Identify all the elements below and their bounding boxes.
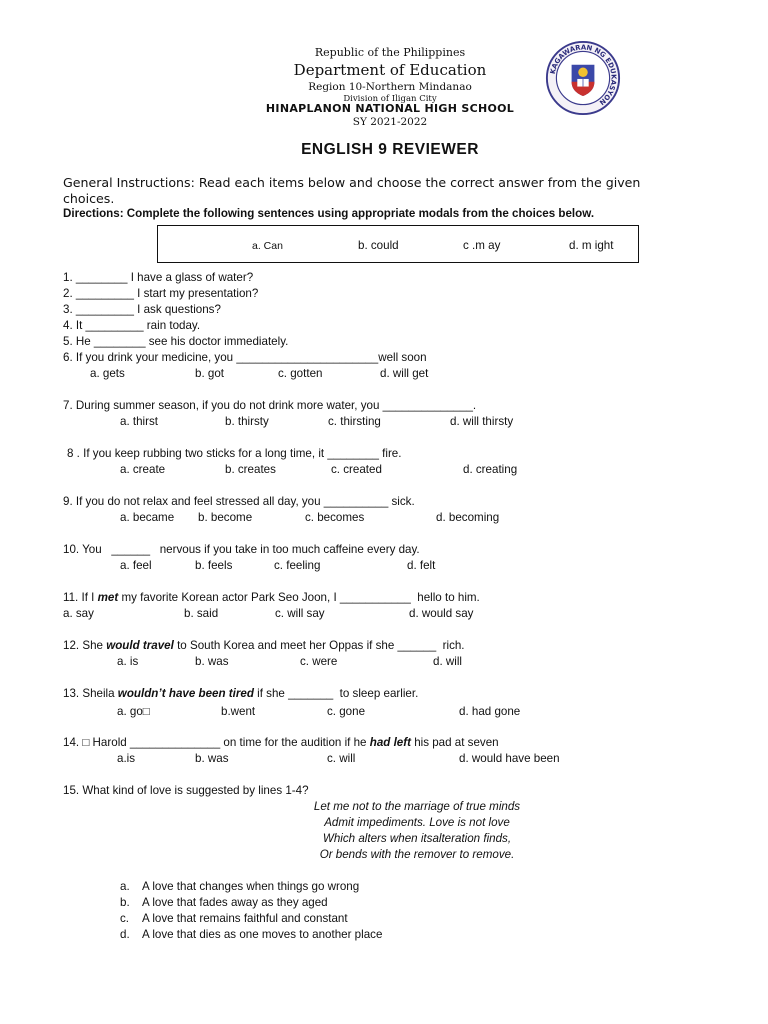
header-region: Region 10-Northern Mindanao [308, 81, 472, 93]
header-department: Department of Education [293, 61, 487, 79]
poem-line-2: Admit impediments. Love is not love [324, 816, 510, 829]
question-6-option-d: d. will get [380, 367, 429, 380]
choice-a: a. Can [252, 240, 283, 252]
question-11-option-c: c. will say [275, 607, 325, 620]
question-9: 9. If you do not relax and feel stressed all day, you __________ sick. [63, 495, 415, 508]
question-12-post: to South Korea and meet her Oppas if she ______ rich. [173, 639, 465, 652]
question-13-emphasis: wouldn’t have been tired [117, 687, 254, 700]
question-8-option-d: d. creating [463, 463, 518, 476]
question-13-pre: 13. Sheila [63, 687, 118, 700]
question-12 [63, 639, 465, 652]
question-9-option-d: d. becoming [436, 511, 500, 524]
poem-line-1: Let me not to the marriage of true minds [313, 800, 521, 813]
question-11-pre: 11. If I [63, 591, 98, 604]
question-10-option-d: d. felt [407, 559, 436, 572]
question-10: 10. You ______ nervous if you take in too much caffeine every day. [63, 543, 420, 556]
question-14-option-d: d. would have been [459, 752, 560, 765]
question-4: 4. It _________ rain today. [63, 319, 201, 332]
question-2: 2. _________ I start my presentation? [63, 287, 259, 300]
question-14-option-c: c. will [327, 752, 356, 765]
header-republic: Republic of the Philippines [314, 46, 466, 59]
question-9-option-a: a. became [120, 511, 175, 524]
question-7-option-c: c. thirsting [328, 415, 381, 428]
question-12-pre: 12. She [63, 639, 107, 652]
question-9-option-b: b. become [198, 511, 253, 524]
question-7: 7. During summer season, if you do not drink more water, you ______________. [63, 399, 477, 412]
question-1: 1. ________ I have a glass of water? [63, 271, 254, 284]
question-10-option-b: b. feels [195, 559, 233, 572]
question-15-option-c-letter: c. [120, 912, 130, 925]
poem-line-3: Which alters when itsalteration finds, [322, 832, 512, 845]
question-10-option-c: c. feeling [274, 559, 321, 572]
question-10-option-a: a. feel [120, 559, 152, 572]
question-5: 5. He ________ see his doctor immediately. [63, 335, 289, 348]
question-14-option-a: a.is [117, 752, 136, 765]
question-15-option-c: A love that remains faithful and constant [142, 912, 348, 925]
poem-line-4: Or bends with the remover to remove. [319, 848, 515, 861]
question-12-option-b: b. was [195, 655, 229, 668]
question-15-option-d-letter: d. [120, 928, 130, 941]
question-14-emphasis: had left [369, 736, 411, 749]
directions: Directions: Complete the following sentences using appropriate modals from the choices below. [63, 207, 595, 220]
question-6-option-a: a. gets [90, 367, 125, 380]
question-15-option-d: A love that dies as one moves to another place [142, 928, 383, 941]
question-11-option-d: d. would say [409, 607, 474, 620]
question-14 [63, 736, 499, 749]
question-14-post: his pad at seven [410, 736, 499, 749]
seal-text: KAGAWARAN NG EDUKASYON [548, 43, 618, 107]
question-11-option-b: b. said [184, 607, 219, 620]
question-6: 6. If you drink your medicine, you ______________________well soon [63, 351, 427, 364]
question-3: 3. _________ I ask questions? [63, 303, 221, 316]
question-14-option-b: b. was [195, 752, 229, 765]
question-15-option-a: A love that changes when things go wrong [142, 880, 360, 893]
question-8-option-c: c. created [331, 463, 382, 476]
question-7-option-d: d. will thirsty [450, 415, 514, 428]
question-13 [63, 687, 418, 700]
question-15-option-a-letter: a. [120, 880, 130, 893]
header-division: Division of Iligan City [343, 94, 437, 104]
question-12-option-c: c. were [300, 655, 338, 668]
header-school: HINAPLANON NATIONAL HIGH SCHOOL [265, 102, 515, 115]
question-15-option-b-letter: b. [120, 896, 130, 909]
question-8-option-b: b. creates [225, 463, 276, 476]
choice-c: c .m ay [463, 239, 501, 252]
question-12-option-a: a. is [117, 655, 139, 668]
question-8: 8 . If you keep rubbing two sticks for a long time, it ________ fire. [67, 447, 402, 460]
question-7-option-a: a. thirst [120, 415, 159, 428]
question-12-emphasis: would travel [106, 639, 174, 652]
question-11-option-a: a. say [63, 607, 94, 620]
page-title: ENGLISH 9 REVIEWER [301, 141, 479, 158]
header-sy: SY 2021-2022 [352, 116, 428, 128]
general-instructions-line1: General Instructions: Read each items below and choose the correct answer from the given [63, 175, 641, 190]
question-8-option-a: a. create [120, 463, 166, 476]
general-instructions-line2: choices. [63, 191, 115, 206]
question-12-option-d: d. will [433, 655, 462, 668]
choice-d: d. m ight [569, 239, 614, 252]
question-6-option-c: c. gotten [278, 367, 323, 380]
question-11-post: my favorite Korean actor Park Seo Joon, I ___________ hello to him. [118, 591, 480, 604]
choice-b: b. could [358, 239, 399, 252]
question-13-option-b: b.went [221, 705, 256, 718]
question-13-option-c: c. gone [327, 705, 366, 718]
question-13-post: if she _______ to sleep earlier. [253, 687, 419, 700]
question-15: 15. What kind of love is suggested by lines 1-4? [63, 784, 309, 797]
question-13-option-a: a. go□ [117, 705, 150, 718]
question-14-pre: 14. □ Harold ______________ on time for the audition if he [63, 736, 370, 749]
question-11-emphasis: met [97, 591, 119, 604]
question-15-option-b: A love that fades away as they aged [142, 896, 328, 909]
question-11 [63, 591, 480, 604]
question-7-option-b: b. thirsty [225, 415, 269, 428]
deped-seal-logo [545, 40, 621, 116]
question-9-option-c: c. becomes [305, 511, 365, 524]
question-6-option-b: b. got [195, 367, 225, 380]
question-13-option-d: d. had gone [459, 705, 521, 718]
